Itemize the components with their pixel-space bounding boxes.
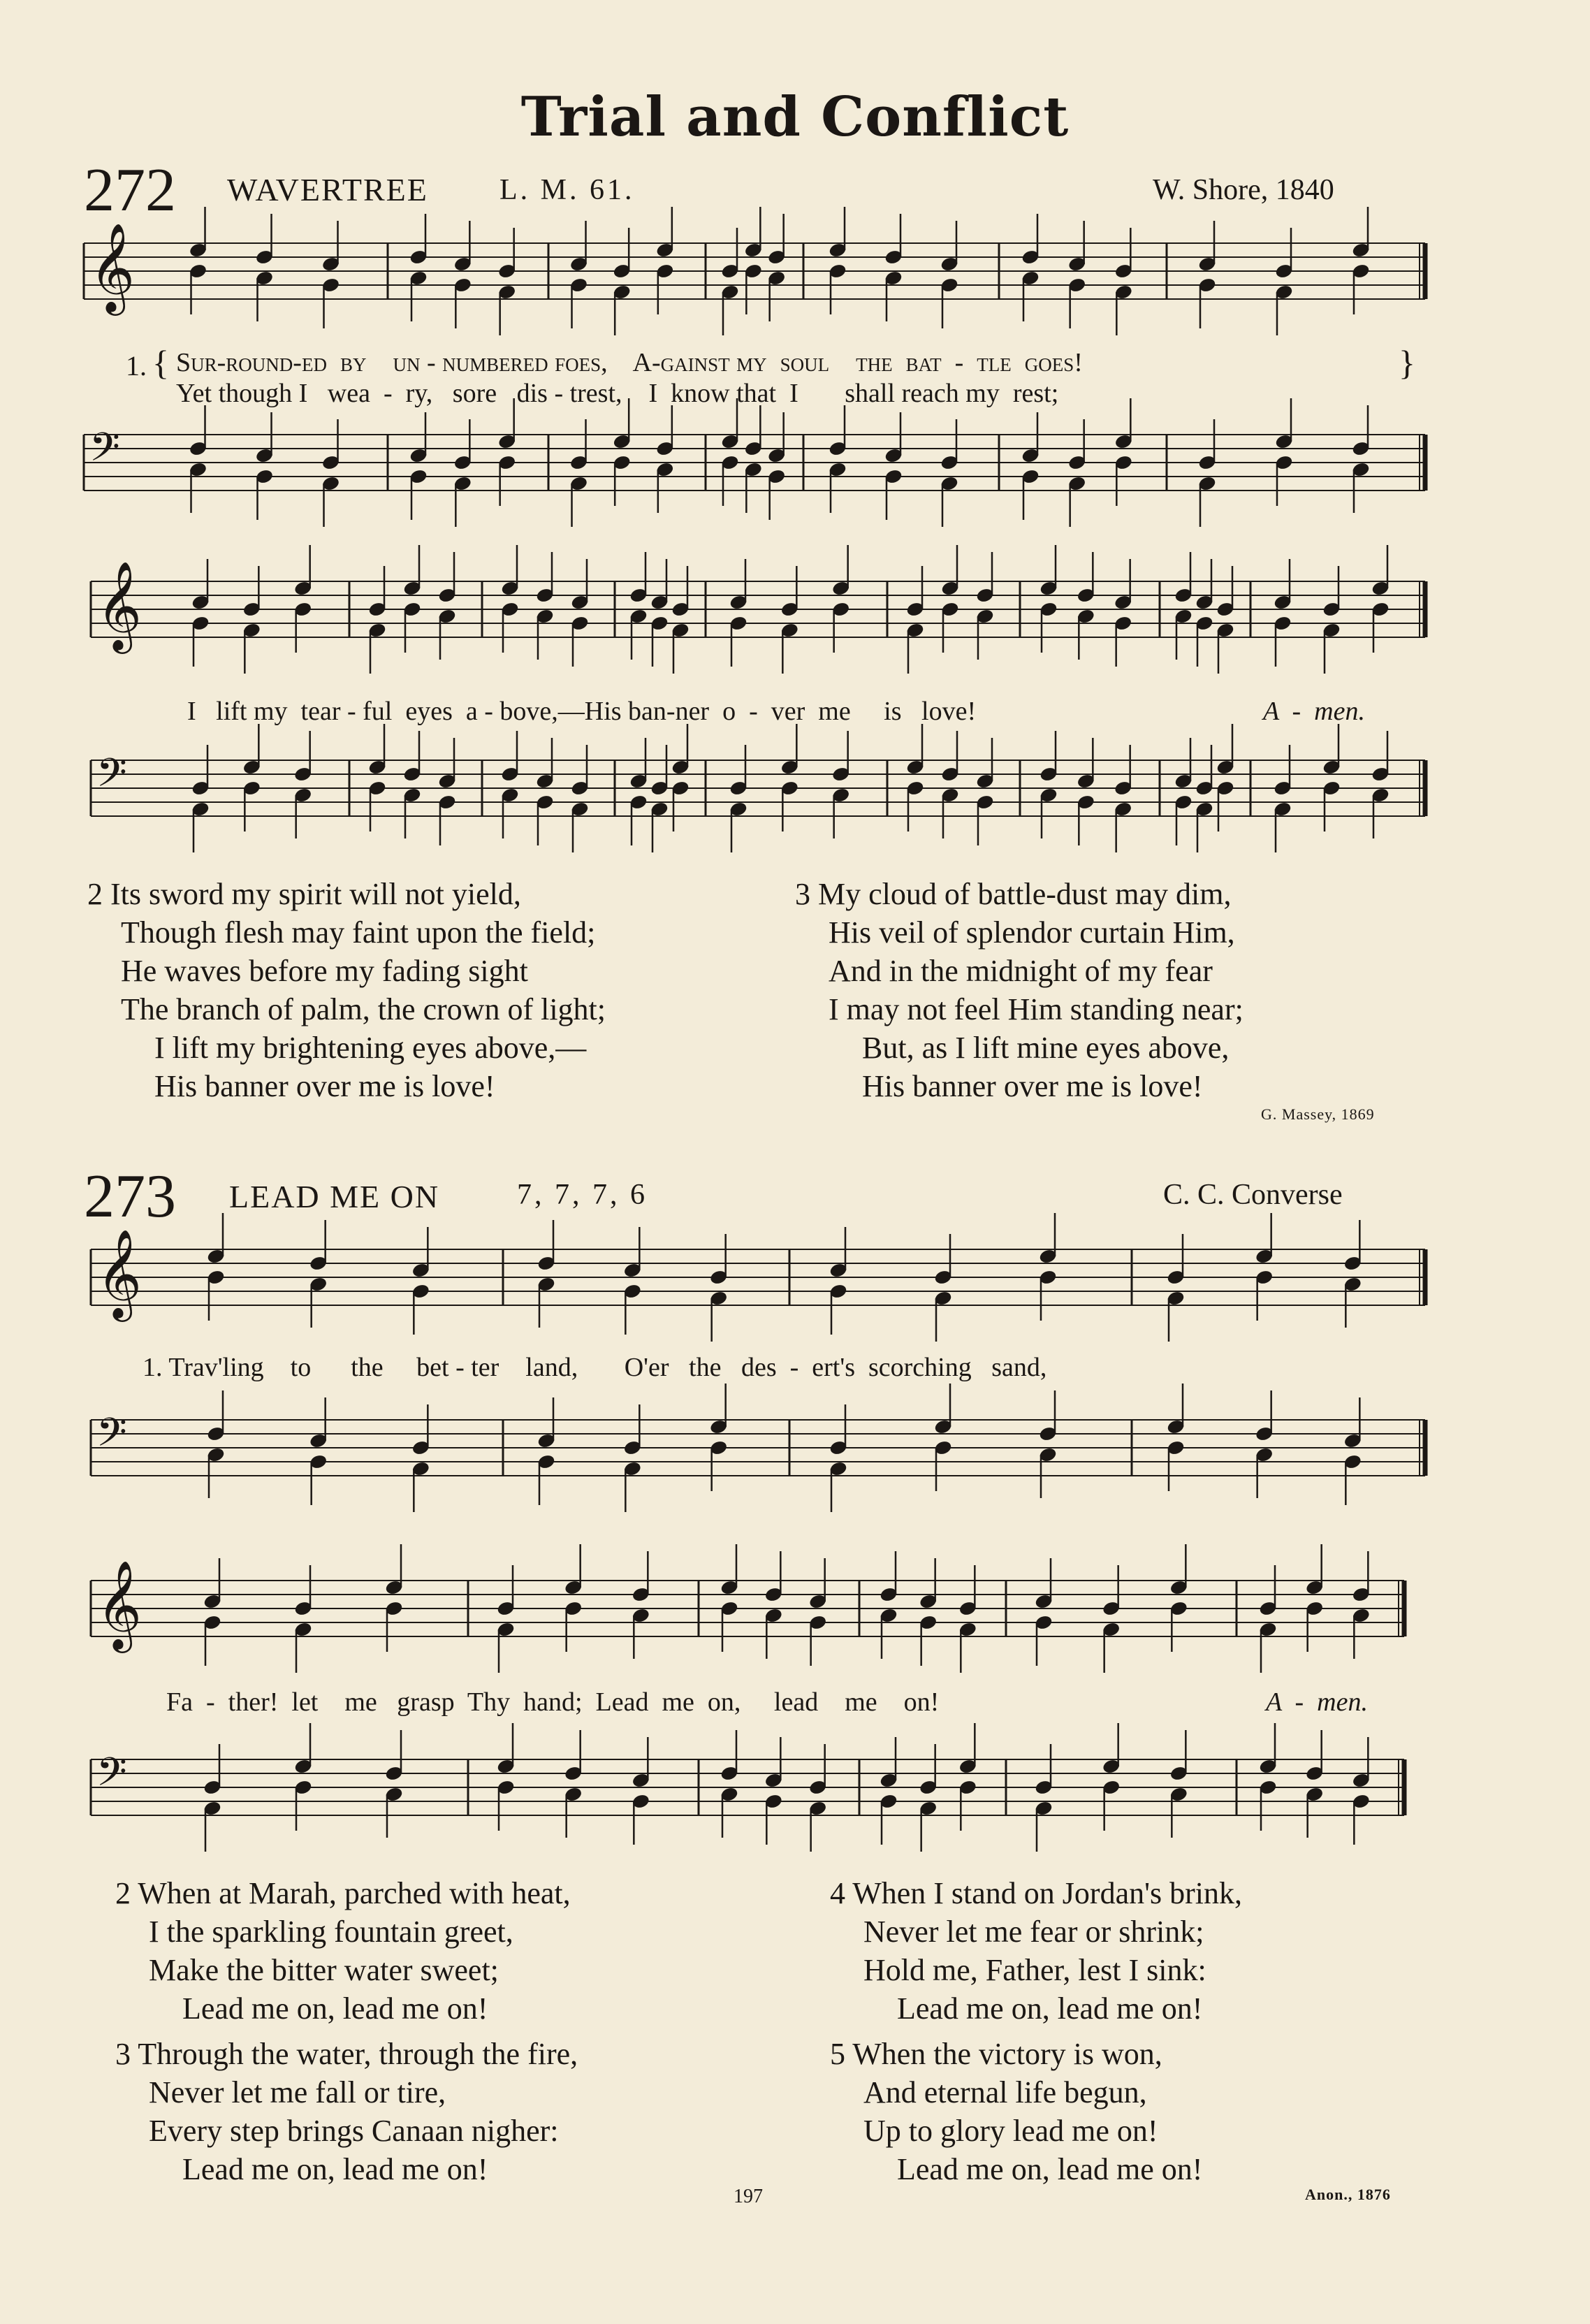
tune-name-273: LEAD ME ON (229, 1179, 440, 1214)
verse-line: Make the bitter water sweet; (149, 1953, 499, 1987)
verse-line: I may not feel Him standing near; (829, 992, 1243, 1026)
verse-line: 2 When at Marah, parched with heat, (115, 1876, 571, 1910)
page-number: 197 (734, 2186, 763, 2207)
meter-273: 7, 7, 7, 6 (517, 1179, 648, 1211)
verse-3-273 (115, 2035, 578, 2188)
verse-line: Lead me on, lead me on! (182, 2152, 488, 2186)
verse-line: Lead me on, lead me on! (897, 2152, 1203, 2186)
verse-line: I lift my brightening eyes above,— (154, 1031, 587, 1065)
hymn-number-273: 273 (84, 1163, 176, 1230)
verse-number-272: 1. (126, 350, 147, 382)
verse-line: Never let me fear or shrink; (863, 1915, 1204, 1949)
verse-line: And in the midnight of my fear (829, 954, 1213, 988)
treble-clef-icon: 𝄞 (96, 1560, 143, 1649)
verse-line: I the sparkling fountain greet, (149, 1915, 513, 1949)
verse-line: Though flesh may faint upon the field; (121, 915, 596, 950)
amen-273: A - men. (1266, 1687, 1368, 1717)
verse-line: But, as I lift mine eyes above, (862, 1031, 1230, 1065)
verse-line: 5 When the victory is won, (830, 2037, 1162, 2071)
verse-line: His veil of splendor curtain Him, (829, 915, 1235, 950)
verse-line: Every step brings Canaan nigher: (149, 2114, 559, 2148)
brace-right: } (1399, 343, 1415, 382)
lyric-273-line2: Fa - ther! let me grasp Thy hand; Lead me on, lead me on! (166, 1687, 940, 1717)
section-title: Trial and Conflict (520, 85, 1070, 149)
brace-left: { (152, 343, 169, 382)
verse-line: 2 Its sword my spirit will not yield, (87, 877, 521, 911)
hymn-number-272: 272 (84, 157, 176, 224)
lyric-273-line1: 1. Trav'ling to the bet - ter land, O'er the des - ert's scorching sand, (143, 1353, 1047, 1382)
bass-clef-icon: 𝄢 (89, 425, 120, 480)
verse-line: Hold me, Father, lest I sink: (863, 1953, 1206, 1987)
verse-line: He waves before my fading sight (121, 954, 528, 988)
verse-4-273 (830, 1874, 1242, 2028)
verse-line: And eternal life begun, (863, 2075, 1147, 2109)
verse-line: 3 Through the water, through the fire, (115, 2037, 578, 2071)
bass-clef-icon: 𝄢 (96, 1410, 127, 1465)
verse-line: Up to glory lead me on! (863, 2114, 1158, 2148)
treble-clef-icon: 𝄞 (96, 560, 143, 650)
verse-3-272 (795, 875, 1243, 1105)
lyric-272-line2: Yet though I wea - ry, sore dis - trest, I know that I shall reach my rest; (176, 379, 1059, 408)
verse-2-272 (87, 875, 606, 1105)
amen-272: A - men. (1263, 697, 1365, 726)
treble-clef-icon: 𝄞 (89, 222, 136, 312)
verse-line: 4 When I stand on Jordan's brink, (830, 1876, 1243, 1910)
lyric-272-line3: I lift my tear - ful eyes a - bove,—His ban-ner o - ver me is love! (187, 697, 977, 726)
verse-line: The branch of palm, the crown of light; (121, 992, 606, 1026)
verse-line: His banner over me is love! (154, 1069, 495, 1103)
composer-273: C. C. Converse (1163, 1179, 1343, 1211)
meter-272: L. M. 61. (499, 174, 635, 206)
lyric-272-line1: Sur-round-ed by un - numbered foes, A-gainst my soul the bat - tle goes! (176, 348, 1083, 377)
verse-5-273 (830, 2035, 1202, 2188)
bass-clef-icon: 𝄢 (96, 750, 127, 806)
verse-line: His banner over me is love! (862, 1069, 1203, 1103)
treble-clef-icon: 𝄞 (96, 1228, 143, 1318)
bass-clef-icon: 𝄢 (96, 1750, 127, 1805)
verse-2-273 (115, 1874, 571, 2028)
composer-272: W. Shore, 1840 (1153, 174, 1334, 206)
author-273: Anon., 1876 (1305, 2186, 1391, 2203)
verse-line: 3 My cloud of battle-dust may dim, (795, 877, 1232, 911)
verse-line: Never let me fall or tire, (149, 2075, 446, 2109)
verse-line: Lead me on, lead me on! (897, 1991, 1203, 2026)
verse-line: Lead me on, lead me on! (182, 1991, 488, 2026)
author-272: G. Massey, 1869 (1261, 1105, 1375, 1123)
tune-name-272: WAVERTREE (227, 172, 428, 208)
